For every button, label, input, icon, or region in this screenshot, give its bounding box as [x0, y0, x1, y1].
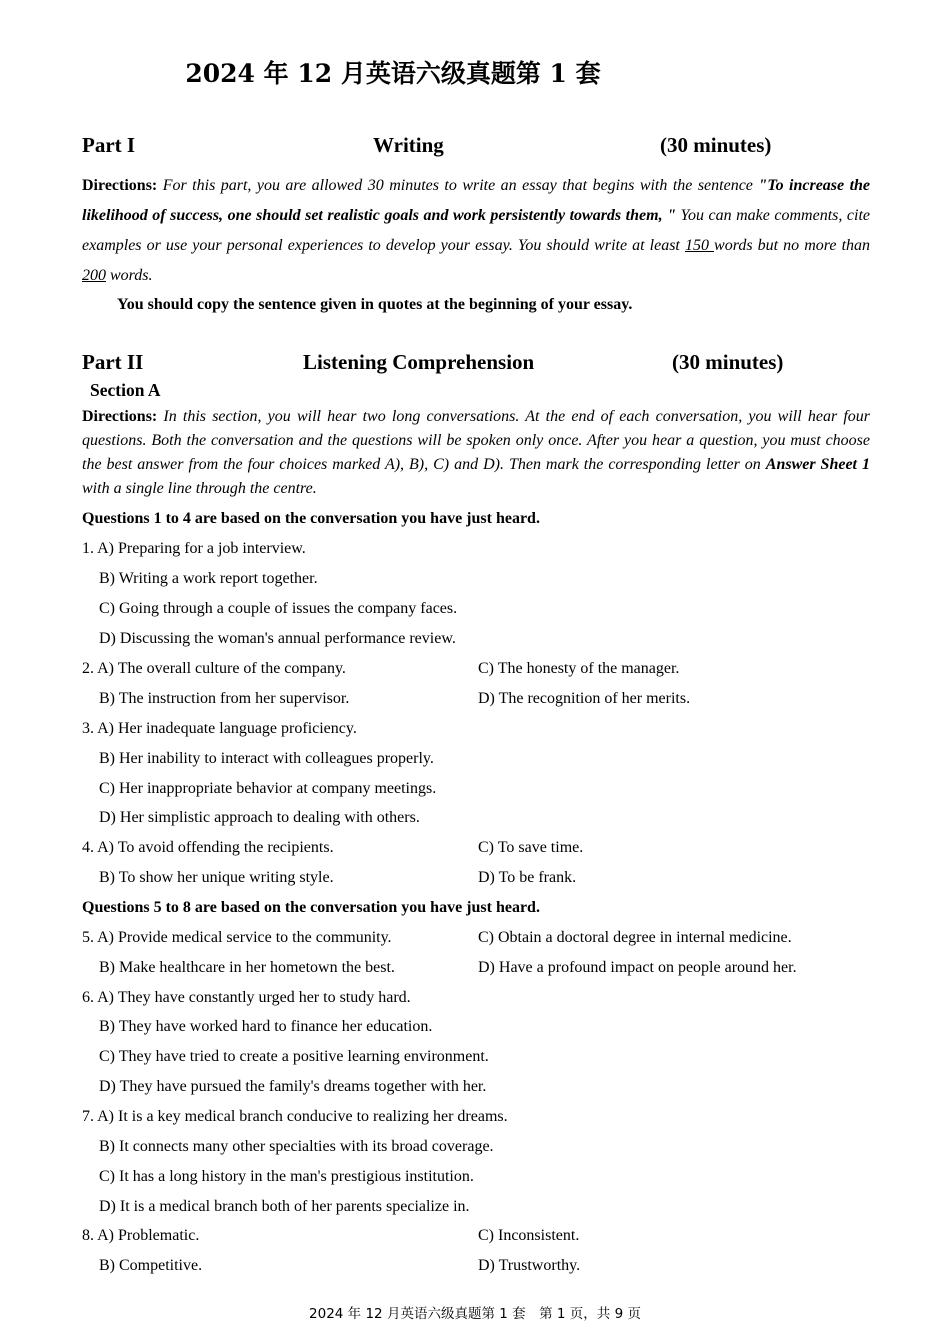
copy-note: You should copy the sentence given in quotes at the beginning of your essay.	[117, 296, 633, 313]
option: C) They have tried to create a positive learning environment.	[99, 1048, 489, 1065]
question-7-option-b	[82, 1135, 870, 1159]
question-5-row-2	[82, 956, 870, 980]
directions-text-cont2: words but no more than	[714, 237, 871, 254]
option: C) The honesty of the manager.	[478, 660, 680, 677]
option: 8. A) Problematic.	[82, 1227, 200, 1244]
section-a-heading: Section A	[90, 380, 161, 400]
part-2-name: Listening Comprehension	[303, 350, 535, 374]
directions-label: Directions:	[82, 408, 158, 425]
question-6-option-c	[82, 1045, 870, 1069]
question-3-option-b	[82, 747, 870, 771]
question-7-option-c	[82, 1165, 870, 1189]
question-1-option-b	[82, 567, 870, 591]
question-6	[82, 986, 870, 1010]
option: D) Her simplistic approach to dealing with others.	[99, 809, 420, 826]
max-word-count: 200	[82, 267, 106, 284]
part-1-label: Part I	[82, 133, 136, 157]
option: 1. A) Preparing for a job interview.	[82, 540, 306, 557]
answer-sheet-ref: Answer Sheet 1	[765, 456, 870, 473]
option: B) The instruction from her supervisor.	[99, 690, 350, 707]
option: D) They have pursued the family's dreams together with her.	[99, 1078, 487, 1095]
part-1-directions	[82, 171, 870, 291]
option: B) Make healthcare in her hometown the best.	[99, 959, 395, 976]
essay-opening-quote: "To increase the likelihood of success, one should set realistic goals and work persistently towards them, "	[82, 177, 871, 224]
part-2-header	[82, 350, 870, 378]
option: 7. A) It is a key medical branch conducive to realizing her dreams.	[82, 1108, 508, 1125]
question-set-2-heading: Questions 5 to 8 are based on the conversation you have just heard.	[82, 899, 540, 916]
question-set-1-heading: Questions 1 to 4 are based on the conversation you have just heard.	[82, 510, 540, 527]
option: B) To show her unique writing style.	[99, 869, 334, 886]
question-7	[82, 1105, 870, 1129]
question-1	[82, 537, 870, 561]
option: B) Competitive.	[99, 1257, 203, 1274]
page-title: 2024 年 12 月英语六级真题第 1 套	[185, 59, 601, 88]
question-3	[82, 717, 870, 741]
page-footer: 2024 年 12 月英语六级真题第 1 套 第 1 页，共 9 页	[309, 1306, 641, 1322]
directions-text: For this part, you are allowed 30 minutes to write an essay that begins with the sentence	[162, 177, 753, 194]
question-4	[82, 836, 870, 860]
question-2	[82, 657, 870, 681]
directions-text-cont: You can make comments, cite examples or use your personal experiences to develop your essay. You should write at least	[82, 207, 871, 254]
option: C) Obtain a doctoral degree in internal medicine.	[478, 929, 792, 946]
question-2-row-2	[82, 687, 870, 711]
question-8	[82, 1224, 870, 1248]
part-2-label: Part II	[82, 350, 144, 374]
question-3-option-d	[82, 806, 870, 830]
question-1-option-d	[82, 627, 870, 651]
question-1-option-c	[82, 597, 870, 621]
question-4-row-2	[82, 866, 870, 890]
question-6-option-b	[82, 1015, 870, 1039]
question-6-option-d	[82, 1075, 870, 1099]
option: 3. A) Her inadequate language proficiency.	[82, 720, 357, 737]
option: D) Discussing the woman's annual performance review.	[99, 630, 456, 647]
directions-text-end: words.	[110, 267, 153, 284]
question-8-row-2	[82, 1254, 870, 1278]
option: C) Going through a couple of issues the company faces.	[99, 600, 458, 617]
directions-text-end: with a single line through the centre.	[82, 480, 317, 497]
option: B) They have worked hard to finance her education.	[99, 1018, 433, 1035]
option: 6. A) They have constantly urged her to study hard.	[82, 989, 411, 1006]
option: D) It is a medical branch both of her parents specialize in.	[99, 1198, 470, 1215]
option: B) Her inability to interact with colleagues properly.	[99, 750, 434, 767]
option: B) Writing a work report together.	[99, 570, 318, 587]
option: D) The recognition of her merits.	[478, 690, 691, 707]
option: C) To save time.	[478, 839, 584, 856]
question-7-option-d	[82, 1195, 870, 1219]
option: C) It has a long history in the man's prestigious institution.	[99, 1168, 474, 1185]
directions-label: Directions:	[82, 177, 158, 194]
question-3-option-c	[82, 777, 870, 801]
option: 2. A) The overall culture of the company.	[82, 660, 346, 677]
option: D) Trustworthy.	[478, 1257, 581, 1274]
part-2-time: (30 minutes)	[672, 350, 784, 374]
min-word-count: 150	[684, 237, 715, 254]
part-1-name: Writing	[373, 133, 444, 157]
part-2-directions	[82, 405, 870, 501]
option: 4. A) To avoid offending the recipients.	[82, 839, 334, 856]
option: D) Have a profound impact on people around her.	[478, 959, 797, 976]
part-1-header	[82, 133, 870, 161]
part-1-time: (30 minutes)	[660, 133, 772, 157]
option: C) Inconsistent.	[478, 1227, 580, 1244]
option: D) To be frank.	[478, 869, 577, 886]
option: C) Her inappropriate behavior at company meetings.	[99, 780, 437, 797]
option: 5. A) Provide medical service to the community.	[82, 929, 392, 946]
directions-text: In this section, you will hear two long conversations. At the end of each conversation, you will hear four questions. Both the conversation and the questions will be spoken only once. After you hear a question, you must choose the best answer from the four choices marked A), B), C) and D). Then mark the corresponding letter on	[82, 408, 871, 473]
option: B) It connects many other specialties with its broad coverage.	[99, 1138, 494, 1155]
question-5	[82, 926, 870, 950]
